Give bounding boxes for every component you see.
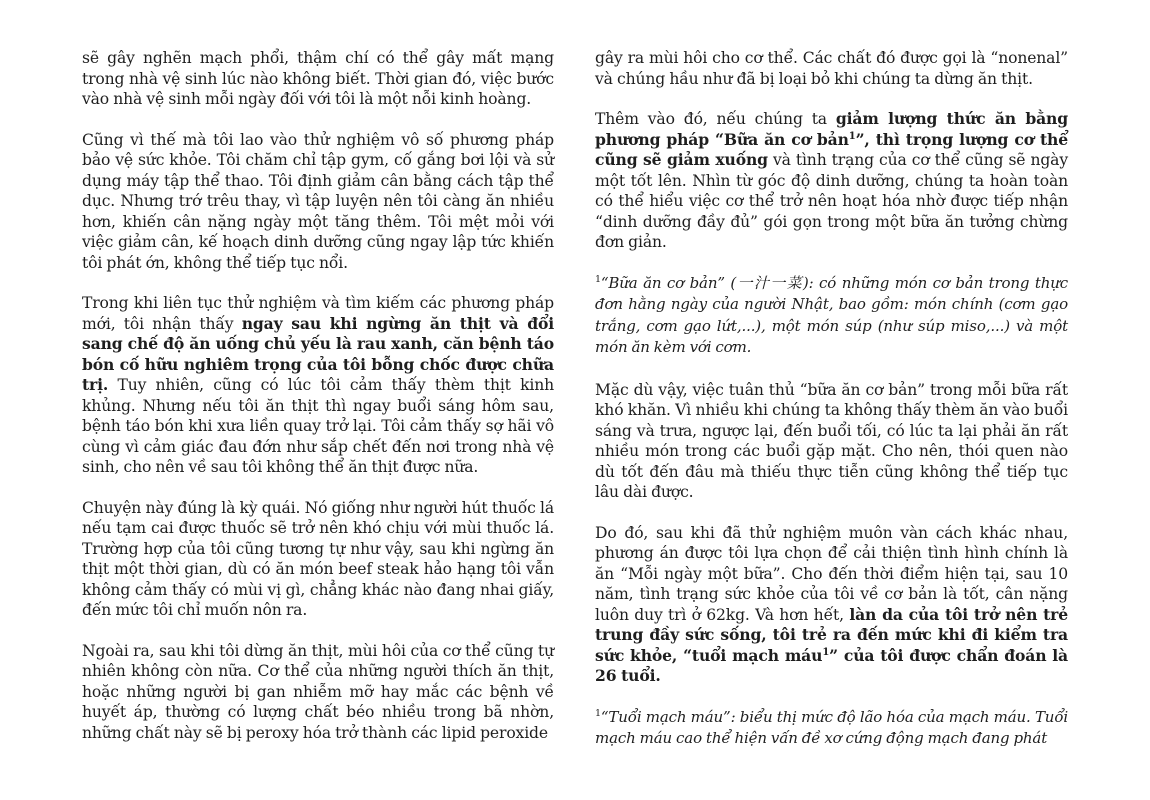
text-run: Trong khi liên tục thử nghiệm và tìm kiếm các phương pháp mới, tôi nhận thấy [82,294,554,333]
footnote-text: “Bữa ăn cơ bản” (一汁一菜): có những món cơ bản trong thực đơn hằng ngày của người Nhật, bao gồm: món chính (cơm gạo trắng, cơm gạo lứt,...), một món súp (như súp miso,...) và một món ăn kèm với cơm. [595,273,1068,356]
footnote-marker: 1 [822,646,830,658]
footnote-text: “Tuổi mạch máu”: biểu thị mức độ lão hóa của mạch máu. Tuổi mạch máu cao thể hiện vấn đề xơ cứng động mạch đang phát [595,707,1068,747]
text-run: Do đó, sau khi đã thử nghiệm muôn vàn cách khác nhau, phương án được tôi lựa chọn để cải thiện tình hình chính là ăn “Mỗi ngày một bữa”. Cho đến thời điểm hiện tại, sau 10 năm, tình trạng sức khỏe của tôi về cơ bản là tốt, cân nặng luôn duy trì ở 62kg. Và hơn hết, [595,523,1068,624]
footnote-number: 1 [595,707,601,719]
paragraph: gây ra mùi hôi cho cơ thể. Các chất đó được gọi là “nonenal” và chúng hầu như đã bị loại bỏ khi chúng ta dừng ăn thịt. [595,49,1068,88]
paragraph: Mặc dù vậy, việc tuân thủ “bữa ăn cơ bản” trong mỗi bữa rất khó khăn. Vì nhiều khi chúng ta không thấy thèm ăn vào buổi sáng và trưa, ngược lại, đến buổi tối, có lúc ta lại phải ăn rất nhiều món trong các buổi gặp mặt. Cho nên, thói quen nào dù tốt đến đâu mà thiếu thực tiễn cũng không thể tiếp tục lâu dài được. [595,380,1068,501]
paragraph: sẽ gây nghẽn mạch phổi, thậm chí có thể gây mất mạng trong nhà vệ sinh lúc nào không biết. Thời gian đó, việc bước vào nhà vệ sinh mỗi ngày đối với tôi là một nỗi kinh hoàng. [82,49,554,108]
paragraph [595,523,1068,687]
text-run: giảm lượng thức ăn bằng phương pháp “Bữa ăn cơ bản [595,109,1068,149]
footnote [595,707,1068,750]
text-run: Thêm vào đó, nếu chúng ta [595,110,836,128]
paragraph: Ngoài ra, sau khi tôi dừng ăn thịt, mùi hôi của cơ thể cũng tự nhiên không còn nữa. Cơ thể của những người thích ăn thịt, hoặc những người bị gan nhiễm mỡ hay mắc các bệnh về huyết áp, thường có lượng chất béo nhiều trong bã nhờn, những chất này sẽ bị peroxy hóa trở thành các lipid peroxide [82,641,554,742]
text-run: Tuy nhiên, cũng có lúc tôi cảm thấy thèm thịt kinh khủng. Nhưng nếu tôi ăn thịt thì ngay buổi sáng hôm sau, bệnh táo bón khi xưa liền quay trở lại. Tôi cảm thấy sợ hãi vô cùng vì cảm giác đau đớn như sắp chết đến nơi trong nhà vệ sinh, cho nên về sau tôi không thể ăn thịt được nữa. [82,376,554,476]
paragraph [82,293,554,478]
left-column [82,48,554,763]
text-run: và tình trạng của cơ thể cũng sẽ ngày một tốt lên. Nhìn từ góc độ dinh dưỡng, chúng ta hoàn toàn có thể hiểu việc cơ thể trở nên hoạt hóa nhờ được tiếp nhận “dinh dưỡng đầy đủ” gói gọn trong một bữa ăn tưởng chừng đơn giản. [595,151,1068,251]
text-run: làn da của tôi trở nên trẻ trung đầy sức sống, tôi trẻ ra đến mức khi đi kiểm tra sức khỏe, “tuổi mạch máu [595,604,1068,665]
text-run: ”, thì trọng lượng cơ thể cũng sẽ giảm xuống [595,129,1068,169]
footnote-number: 1 [595,273,601,285]
text-run: ” của tôi được chẩn đoán là 26 tuổi. [595,645,1069,685]
footnote [595,273,1068,359]
right-column [595,48,1068,771]
paragraph: Cũng vì thế mà tôi lao vào thử nghiệm vô số phương pháp bảo vệ sức khỏe. Tôi chăm chỉ tập gym, cố gắng bơi lội và sử dụng máy tập thể thao. Tôi định giảm cân bằng cách tập thể dục. Nhưng trớ trêu thay, vì tập luyện nên tôi càng ăn nhiều hơn, khiến cân nặng ngày một tăng thêm. Tôi mệt mỏi với việc giảm cân, kế hoạch dinh dưỡng cũng ngay lập tức khiến tôi phát ớn, không thể tiếp tục nổi. [82,130,554,272]
bold-text: ngay sau khi ngừng ăn thịt và đổi sang chế độ ăn uống chủ yếu là rau xanh, căn bệnh táo bón cố hữu nghiêm trọng của tôi bỗng chốc được chữa trị. [82,313,554,394]
paragraph [595,109,1068,253]
footnote-marker: 1 [848,130,856,142]
paragraph: Chuyện này đúng là kỳ quái. Nó giống như người hút thuốc lá nếu tạm cai được thuốc sẽ trở nên khó chịu với mùi thuốc lá. Trường hợp của tôi cũng tương tự như vậy, sau khi ngừng ăn thịt một thời gian, dù có ăn món beef steak hảo hạng tôi vẫn không cảm thấy có mùi vị gì, chẳng khác nào đang nhai giấy, đến mức tôi chỉ muốn nôn ra. [82,498,554,619]
